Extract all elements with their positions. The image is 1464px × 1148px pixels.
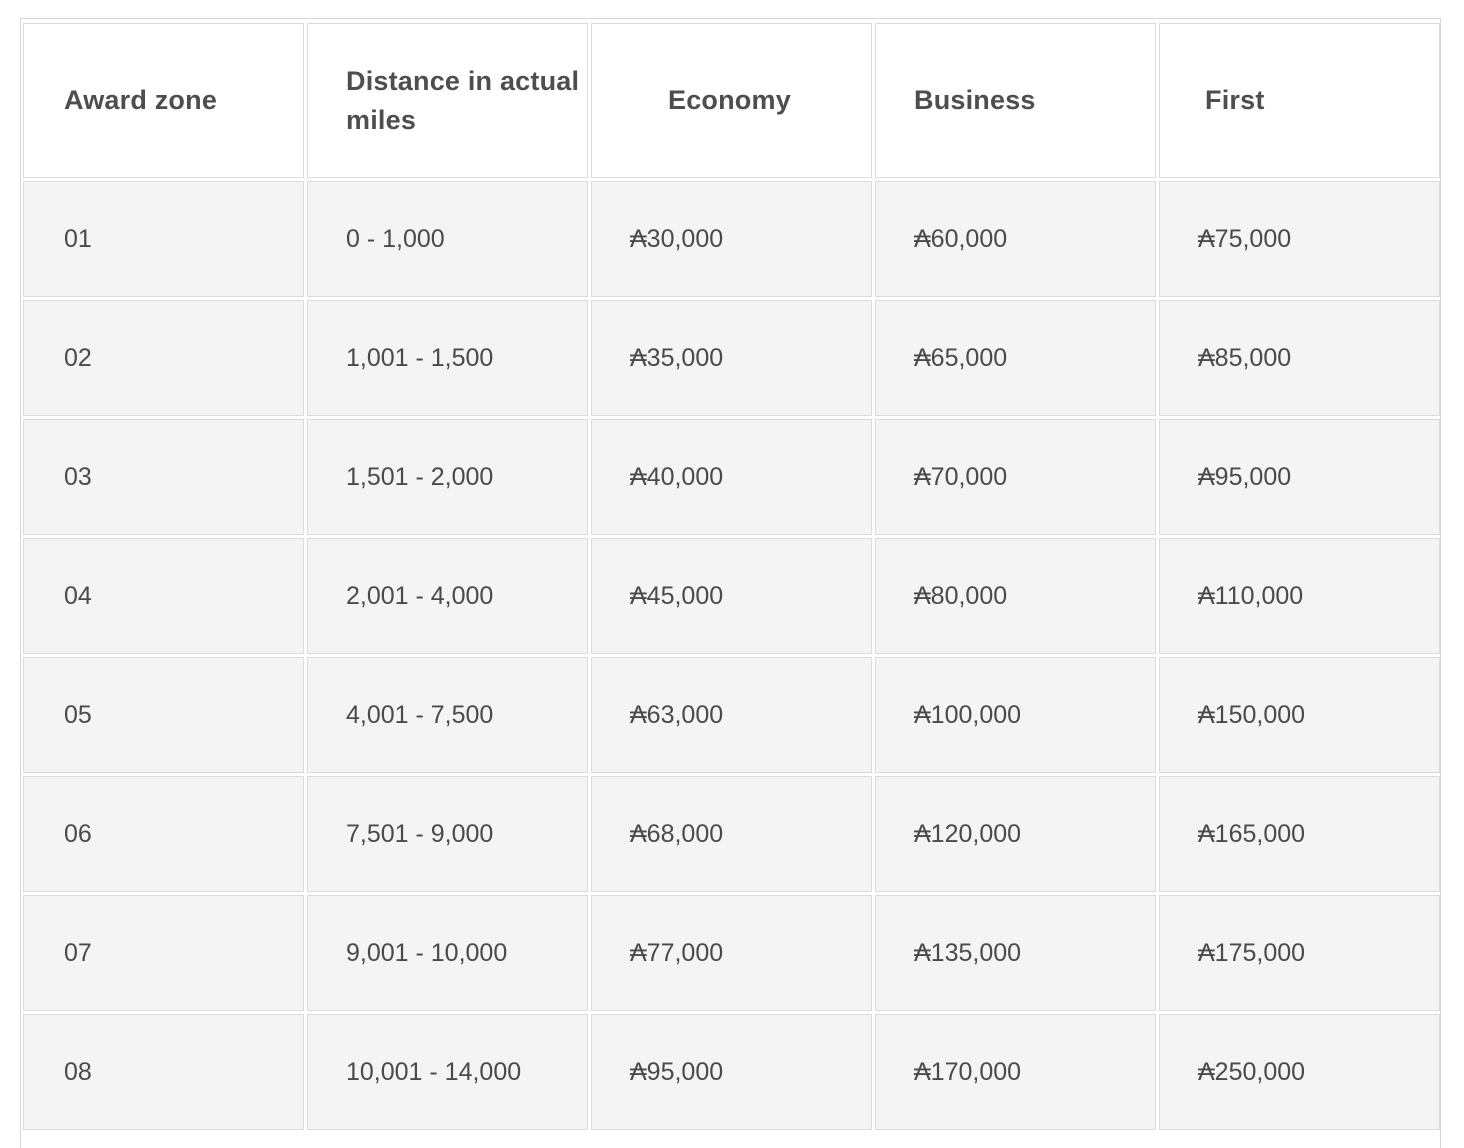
cell-economy: ₳63,000 — [591, 657, 872, 773]
cell-business: ₳60,000 — [875, 181, 1156, 297]
table-row — [23, 895, 1440, 1011]
cell-distance: 0 - 1,000 — [307, 181, 588, 297]
cell-economy: ₳30,000 — [591, 181, 872, 297]
cell-first: ₳165,000 — [1159, 776, 1440, 892]
cell-distance: 4,001 - 7,500 — [307, 657, 588, 773]
table-row — [23, 657, 1440, 773]
cell-first: ₳175,000 — [1159, 895, 1440, 1011]
cell-distance: 2,001 - 4,000 — [307, 538, 588, 654]
cell-first: ₳95,000 — [1159, 419, 1440, 535]
cell-first: ₳150,000 — [1159, 657, 1440, 773]
table-row — [23, 776, 1440, 892]
header-business: Business — [875, 23, 1156, 178]
cell-business: ₳70,000 — [875, 419, 1156, 535]
cell-distance: 7,501 - 9,000 — [307, 776, 588, 892]
cell-economy: ₳35,000 — [591, 300, 872, 416]
cell-business: ₳170,000 — [875, 1014, 1156, 1130]
table-row — [23, 181, 1440, 297]
table-header-row — [23, 23, 1440, 178]
cell-economy: ₳40,000 — [591, 419, 872, 535]
cell-business: ₳135,000 — [875, 895, 1156, 1011]
header-first: First — [1159, 23, 1440, 178]
table-row — [23, 419, 1440, 535]
cell-economy: ₳45,000 — [591, 538, 872, 654]
cell-distance: 1,501 - 2,000 — [307, 419, 588, 535]
header-award-zone: Award zone — [23, 23, 304, 178]
cell-economy: ₳95,000 — [591, 1014, 872, 1130]
cell-distance: 9,001 - 10,000 — [307, 895, 588, 1011]
cell-first: ₳75,000 — [1159, 181, 1440, 297]
cell-distance: 10,001 - 14,000 — [307, 1014, 588, 1130]
cell-first: ₳85,000 — [1159, 300, 1440, 416]
cell-award-zone: 02 — [23, 300, 304, 416]
cell-award-zone: 04 — [23, 538, 304, 654]
cell-first: ₳110,000 — [1159, 538, 1440, 654]
award-chart-table — [20, 20, 1441, 1133]
cell-award-zone: 08 — [23, 1014, 304, 1130]
header-distance: Distance in actual miles — [307, 23, 588, 178]
cell-business: ₳80,000 — [875, 538, 1156, 654]
cell-award-zone: 06 — [23, 776, 304, 892]
cell-first: ₳250,000 — [1159, 1014, 1440, 1130]
table-row — [23, 300, 1440, 416]
cell-economy: ₳77,000 — [591, 895, 872, 1011]
cell-economy: ₳68,000 — [591, 776, 872, 892]
table-row — [23, 1014, 1440, 1130]
cell-award-zone: 05 — [23, 657, 304, 773]
table-row — [23, 538, 1440, 654]
cell-business: ₳120,000 — [875, 776, 1156, 892]
award-chart-table-container — [20, 18, 1441, 1148]
cell-award-zone: 07 — [23, 895, 304, 1011]
cell-distance: 1,001 - 1,500 — [307, 300, 588, 416]
table-body — [23, 181, 1440, 1130]
cell-business: ₳100,000 — [875, 657, 1156, 773]
cell-business: ₳65,000 — [875, 300, 1156, 416]
cell-award-zone: 01 — [23, 181, 304, 297]
header-economy: Economy — [591, 23, 872, 178]
cell-award-zone: 03 — [23, 419, 304, 535]
